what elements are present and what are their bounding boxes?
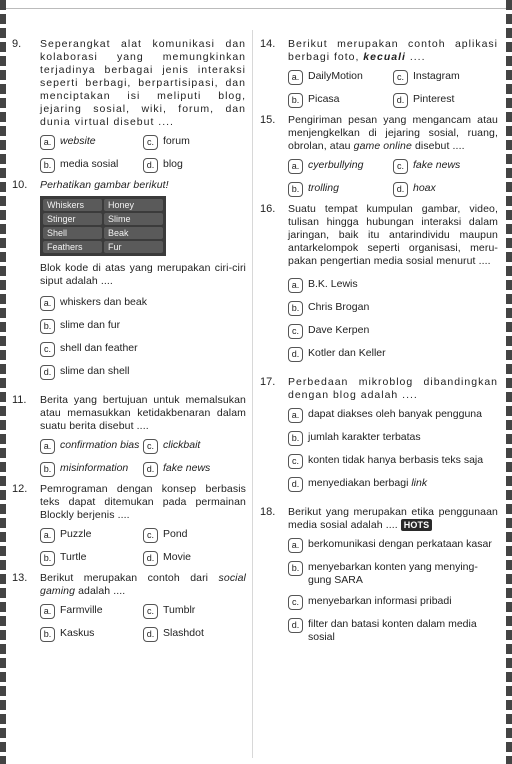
- option-a[interactable]: [40, 296, 246, 311]
- question-17: [260, 376, 498, 500]
- option-a[interactable]: [288, 278, 498, 293]
- option-c[interactable]: [143, 439, 246, 454]
- code-block: Feathers: [43, 241, 102, 253]
- option-b[interactable]: [40, 627, 143, 642]
- option-letter: a.: [40, 604, 55, 619]
- option-d[interactable]: [393, 93, 498, 108]
- option-c[interactable]: [143, 135, 246, 150]
- question-text: [288, 114, 498, 153]
- code-block: Slime: [104, 213, 163, 225]
- options: [40, 135, 246, 173]
- question-number: 17.: [260, 376, 276, 388]
- question-13: [12, 572, 246, 642]
- option-text: slime dan fur: [60, 319, 121, 331]
- option-a[interactable]: [288, 159, 393, 174]
- option-text: Chris Brogan: [308, 301, 370, 313]
- right-column: [260, 38, 498, 658]
- option-text: confirmation bias: [60, 439, 140, 451]
- hots-badge: HOTS: [401, 519, 432, 531]
- option-b[interactable]: [288, 301, 498, 316]
- question-number: 15.: [260, 114, 276, 126]
- option-letter: d.: [393, 182, 408, 197]
- option-text: menyebarkan konten yang menying-gung SARA: [308, 561, 478, 586]
- option-b[interactable]: [288, 182, 393, 197]
- option-text-emphasis: link: [411, 477, 428, 489]
- option-letter: b.: [40, 319, 55, 334]
- question-number: 10.: [12, 179, 28, 191]
- option-letter: c.: [143, 604, 158, 619]
- option-text: Kotler dan Keller: [308, 347, 386, 359]
- option-letter: d.: [393, 93, 408, 108]
- option-text: blog: [163, 158, 183, 170]
- options: [288, 278, 498, 362]
- option-letter: b.: [288, 561, 303, 576]
- option-text: fake news: [413, 159, 461, 171]
- option-text: Instagram: [413, 70, 460, 82]
- option-text: Pond: [163, 528, 188, 540]
- option-letter: c.: [288, 595, 303, 610]
- question-text: [40, 572, 246, 598]
- option-letter: d.: [288, 477, 303, 492]
- question-text: Pemrograman dengan konsep berbasis teks dapat ditemukan pada permainan Blockly berjenis ....: [40, 483, 246, 521]
- options: [288, 408, 498, 492]
- option-b[interactable]: [40, 158, 143, 173]
- option-text: slime dan shell: [60, 365, 130, 377]
- option-a[interactable]: [40, 604, 143, 619]
- option-text: forum: [163, 135, 190, 147]
- option-d[interactable]: [143, 627, 246, 642]
- option-c[interactable]: [288, 324, 498, 339]
- question-text-emphasis: social gaming: [40, 572, 246, 597]
- question-14: [260, 38, 498, 108]
- question-text: Perbedaan mikroblog dibandingkan dengan blog adalah ....: [288, 376, 498, 401]
- option-text: DailyMotion: [308, 70, 363, 82]
- option-letter: c.: [143, 135, 158, 150]
- option-letter: c.: [393, 70, 408, 85]
- options: [288, 159, 498, 197]
- option-b[interactable]: [40, 551, 143, 566]
- option-text: website: [60, 135, 96, 147]
- option-d[interactable]: [393, 182, 498, 197]
- option-letter: a.: [288, 408, 303, 423]
- option-letter: b.: [288, 93, 303, 108]
- option-letter: a.: [40, 135, 55, 150]
- option-text: jumlah karakter terbatas: [308, 431, 421, 443]
- option-text: Picasa: [308, 93, 340, 105]
- question-text: [288, 506, 498, 532]
- question-text-emphasis: game online: [353, 140, 412, 152]
- page-top-rule: [6, 8, 506, 9]
- option-d[interactable]: [143, 158, 246, 173]
- question-18: [260, 506, 498, 652]
- option-text: fake news: [163, 462, 211, 474]
- options: [288, 538, 498, 644]
- option-letter: d.: [143, 551, 158, 566]
- option-b[interactable]: [40, 462, 143, 477]
- option-d[interactable]: [288, 618, 498, 644]
- option-text: [308, 477, 427, 490]
- question-text: Suatu tempat kumpulan gambar, video, tulisan hingga hubungan interaksi dalam jaringan, baik itu antarindividu maupun antarkelompok seperti organisasi, meru-pakan pengertian media sosial menurut ....: [288, 203, 498, 267]
- option-text: berkomunikasi dengan perkataan kasar: [308, 538, 492, 550]
- question-text: [288, 38, 498, 64]
- option-text: Pinterest: [413, 93, 455, 105]
- option-letter: c.: [143, 439, 158, 454]
- options: [40, 439, 246, 477]
- option-text: misinformation: [60, 462, 129, 474]
- question-number: 12.: [12, 483, 28, 495]
- question-11: [12, 394, 246, 477]
- option-letter: b.: [40, 551, 55, 566]
- option-letter: a.: [288, 538, 303, 553]
- option-c[interactable]: [288, 454, 498, 469]
- option-text: Kaskus: [60, 627, 95, 639]
- option-letter: a.: [40, 439, 55, 454]
- option-text: Movie: [163, 551, 192, 563]
- option-text: Slashdot: [163, 627, 204, 639]
- option-text: whiskers dan beak: [60, 296, 147, 308]
- question-text-part: disebut ....: [411, 140, 465, 152]
- question-text-part: Berikut yang merupakan etika penggunaan media sosial adalah ....: [288, 506, 498, 531]
- question-intro: Perhatikan gambar berikut!: [40, 179, 169, 191]
- option-letter: c.: [40, 342, 55, 357]
- option-text: media sosial: [60, 158, 119, 170]
- option-text: clickbait: [163, 439, 201, 451]
- options: [288, 70, 498, 108]
- option-letter: b.: [40, 462, 55, 477]
- question-number: 16.: [260, 203, 276, 215]
- option-letter: c.: [288, 454, 303, 469]
- option-letter: d.: [288, 618, 303, 633]
- question-number: 11.: [12, 394, 27, 406]
- option-text: Dave Kerpen: [308, 324, 370, 336]
- question-number: 14.: [260, 38, 276, 50]
- option-c[interactable]: [40, 342, 246, 357]
- option-a[interactable]: [40, 439, 143, 454]
- left-column: [12, 38, 246, 648]
- option-text: konten tidak hanya berbasis teks saja: [308, 454, 484, 466]
- option-d[interactable]: [288, 347, 498, 362]
- option-text: Turtle: [60, 551, 87, 563]
- option-a[interactable]: [40, 528, 143, 543]
- option-c[interactable]: [288, 595, 498, 610]
- option-text: Puzzle: [60, 528, 92, 540]
- option-d[interactable]: [288, 477, 498, 492]
- column-divider: [252, 30, 253, 758]
- option-letter: b.: [40, 627, 55, 642]
- question-15: [260, 114, 498, 197]
- question-10: [12, 179, 246, 388]
- option-letter: d.: [40, 365, 55, 380]
- option-b[interactable]: [288, 431, 498, 446]
- option-text: dapat diakses oleh banyak pengguna: [308, 408, 482, 420]
- option-text: menyebarkan informasi pribadi: [308, 595, 452, 607]
- question-number: 9.: [12, 38, 22, 50]
- question-16: [260, 203, 498, 370]
- option-letter: b.: [40, 158, 55, 173]
- binding-strip-left: [0, 0, 6, 764]
- options: [40, 528, 246, 566]
- option-text: Tumblr: [163, 604, 196, 616]
- option-text: Farmville: [60, 604, 103, 616]
- option-c[interactable]: [143, 604, 246, 619]
- option-a[interactable]: [40, 135, 143, 150]
- option-b[interactable]: [288, 93, 393, 108]
- option-letter: c.: [393, 159, 408, 174]
- question-text-part: Berikut merupakan contoh aplikasi berbagi foto,: [288, 38, 498, 63]
- option-letter: a.: [40, 528, 55, 543]
- options: [40, 604, 246, 642]
- code-block: Stinger: [43, 213, 102, 225]
- option-a[interactable]: [288, 70, 393, 85]
- option-a[interactable]: [288, 408, 498, 423]
- option-d[interactable]: [40, 365, 246, 380]
- option-a[interactable]: [288, 538, 498, 553]
- option-text: B.K. Lewis: [308, 278, 358, 290]
- option-letter: c.: [288, 324, 303, 339]
- option-text: trolling: [308, 182, 339, 194]
- option-text: filter dan batasi konten dalam media sosial: [308, 618, 477, 643]
- option-letter: d.: [288, 347, 303, 362]
- question-text: Berita yang bertujuan untuk memalsukan atau memasukkan ketidakbenaran dalam suatu berita disebut ....: [40, 394, 246, 432]
- code-block: Beak: [104, 227, 163, 239]
- options: [40, 296, 246, 380]
- option-text: shell dan feather: [60, 342, 138, 354]
- option-b[interactable]: [40, 319, 246, 334]
- option-letter: a.: [288, 70, 303, 85]
- question-text: Seperangkat alat komunikasi dan kolaborasi yang memungkinkan terjadinya berbagai jenis interaksi seperti berbagi, berpartisipasi, dan menciptakan isi meliputi blog, jejaring sosial, wiki, forum, dan dunia virtual disebut ....: [40, 38, 246, 128]
- option-text: hoax: [413, 182, 436, 194]
- option-text-part: menyediakan berbagi: [308, 477, 412, 489]
- option-b[interactable]: [288, 561, 498, 587]
- option-letter: d.: [143, 627, 158, 642]
- question-number: 13.: [12, 572, 28, 584]
- option-letter: d.: [143, 158, 158, 173]
- option-letter: a.: [288, 278, 303, 293]
- option-text: cyerbullying: [308, 159, 364, 171]
- option-d[interactable]: [143, 551, 246, 566]
- question-12: [12, 483, 246, 566]
- question-text-part: Berikut merupakan contoh dari: [40, 572, 219, 584]
- option-letter: b.: [288, 431, 303, 446]
- question-number: 18.: [260, 506, 276, 518]
- option-letter: c.: [143, 528, 158, 543]
- question-text-part: ....: [405, 51, 426, 63]
- code-block: Whiskers: [43, 199, 102, 211]
- code-blocks-figure: [40, 196, 166, 256]
- question-text-part: adalah ....: [75, 585, 126, 597]
- option-letter: a.: [40, 296, 55, 311]
- option-letter: b.: [288, 182, 303, 197]
- question-text-emphasis: kecuali: [363, 51, 406, 63]
- code-block: Shell: [43, 227, 102, 239]
- question-text-part: Pengiriman pesan yang mengancam atau menjengkelkan di jejaring sosial, ruang, obrolan, atau: [288, 114, 498, 152]
- option-d[interactable]: [143, 462, 246, 477]
- code-block: Honey: [104, 199, 163, 211]
- code-block: Fur: [104, 241, 163, 253]
- option-letter: b.: [288, 301, 303, 316]
- option-c[interactable]: [393, 159, 498, 174]
- binding-strip-right: [506, 0, 512, 764]
- question-9: [12, 38, 246, 173]
- option-letter: d.: [143, 462, 158, 477]
- option-c[interactable]: [393, 70, 498, 85]
- option-letter: a.: [288, 159, 303, 174]
- question-text: Blok kode di atas yang merupakan ciri-ciri siput adalah ....: [40, 262, 246, 287]
- option-c[interactable]: [143, 528, 246, 543]
